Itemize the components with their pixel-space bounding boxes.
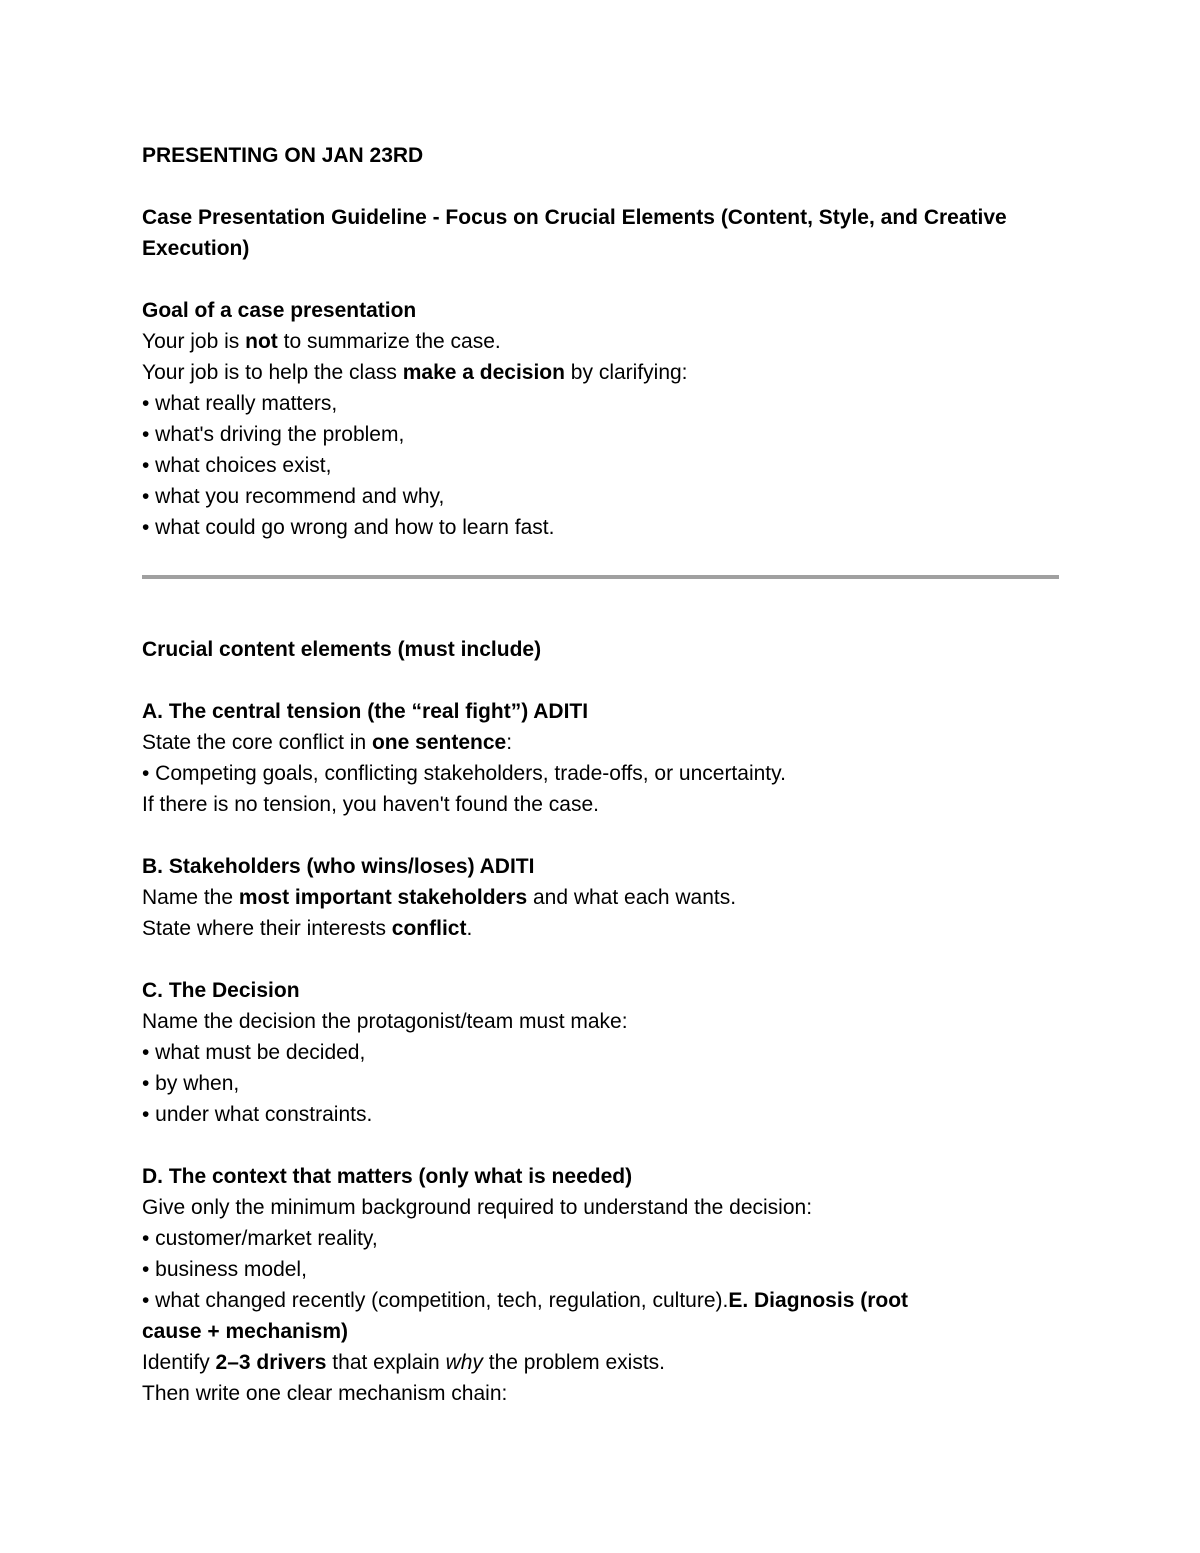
section-b-line-2: State where their interests conflict. — [142, 917, 473, 940]
section-a-heading: A. The central tension (the “real fight”) ADITI — [142, 700, 589, 723]
section-d-line-1: Give only the minimum background required to understand the decision: — [142, 1196, 813, 1219]
goal-bullet: • what really matters, — [142, 392, 338, 415]
section-e-heading-start: E. Diagnosis (root — [728, 1289, 909, 1312]
section-e-heading-end: cause + mechanism) — [142, 1320, 349, 1343]
section-d-bullet: • business model, — [142, 1258, 307, 1281]
goal-line-1: Your job is not to summarize the case. — [142, 330, 501, 353]
document-page-content — [142, 634, 1062, 1409]
goal-bullet: • what you recommend and why, — [142, 485, 445, 508]
section-d-heading: D. The context that matters (only what is needed) — [142, 1165, 633, 1188]
presenting-date: PRESENTING ON JAN 23RD — [142, 144, 424, 167]
section-a-line-1: State the core conflict in one sentence: — [142, 731, 513, 754]
section-c-line-1: Name the decision the protagonist/team must make: — [142, 1010, 628, 1033]
goal-line-2: Your job is to help the class make a decision by clarifying: — [142, 361, 688, 384]
goal-bullet: • what could go wrong and how to learn fast. — [142, 516, 555, 539]
section-d-bullet: • customer/market reality, — [142, 1227, 378, 1250]
section-c-heading: C. The Decision — [142, 979, 300, 1002]
section-b-line-1: Name the most important stakeholders and what each wants. — [142, 886, 737, 909]
section-a-bullet: • Competing goals, conflicting stakeholders, trade-offs, or uncertainty. — [142, 762, 786, 785]
goal-bullet: • what choices exist, — [142, 454, 332, 477]
content-heading: Crucial content elements (must include) — [142, 638, 542, 661]
goal-heading: Goal of a case presentation — [142, 299, 417, 322]
section-c-bullet: • under what constraints. — [142, 1103, 373, 1126]
horizontal-divider — [142, 575, 1059, 579]
section-b-heading: B. Stakeholders (who wins/loses) ADITI — [142, 855, 535, 878]
document-page-top — [142, 140, 1062, 543]
section-a-line-2: If there is no tension, you haven't found the case. — [142, 793, 599, 816]
section-c-bullet: • what must be decided, — [142, 1041, 366, 1064]
document-title: Case Presentation Guideline - Focus on Crucial Elements (Content, Style, and Creative Execution) — [142, 206, 1007, 260]
section-d-last-bullet: • what changed recently (competition, tech, regulation, culture).E. Diagnosis (root — [142, 1289, 909, 1312]
section-c-bullet: • by when, — [142, 1072, 240, 1095]
goal-bullet: • what's driving the problem, — [142, 423, 405, 446]
section-e-line-2: Then write one clear mechanism chain: — [142, 1382, 508, 1405]
section-e-line-1: Identify 2–3 drivers that explain why the problem exists. — [142, 1351, 666, 1374]
